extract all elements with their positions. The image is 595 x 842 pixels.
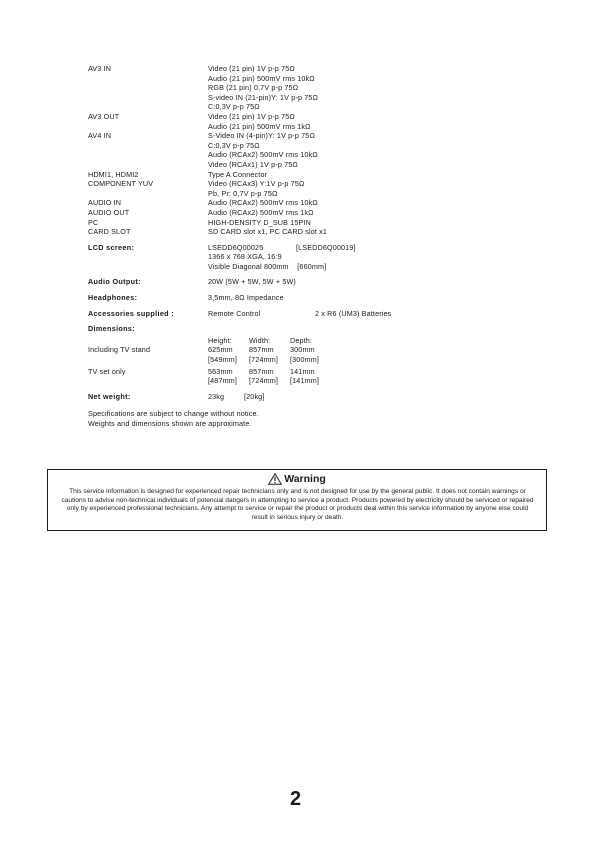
spec-note: Specifications are subject to change without notice. xyxy=(88,409,259,419)
spec-value: 3,5mm, 8Ω Impedance xyxy=(208,293,284,303)
spec-line: C:0,3V p-p 75Ω xyxy=(208,102,260,112)
spec-note: Weights and dimensions shown are approximate. xyxy=(88,419,252,428)
dim-value: 300mm xyxy=(290,345,315,355)
spec-line: RGB (21 pin) 0,7V p-p 75Ω xyxy=(208,83,299,93)
spec-row-component xyxy=(88,179,528,198)
spec-line: Video (21 pin) 1V p-p 75Ω xyxy=(208,64,295,73)
spec-value xyxy=(208,131,528,169)
spec-row-pc xyxy=(88,218,528,228)
spec-line: S-video IN (21-pin)Y: 1V p-p 75Ω xyxy=(208,92,319,102)
dim-value: 563mm xyxy=(208,366,233,376)
spec-row-av3-out xyxy=(88,112,528,131)
dim-value-alt: [549mm] xyxy=(208,355,238,365)
dim-header-width: Width: xyxy=(249,335,271,345)
spec-label: AUDIO OUT xyxy=(88,207,130,217)
dim-value-alt: [724mm] xyxy=(249,355,279,365)
spec-label: Headphones: xyxy=(88,293,138,303)
spec-row-audio-output xyxy=(88,277,528,287)
spec-label: AV3 IN xyxy=(88,64,112,73)
warning-text: This service information is designed for experienced repair technicians only and is not designed for use by the general public. It does not contain warnings or cautions to advise non-technical individuals of potencial dangers in attempting to service a product. Products powered by electricity should be serviced or repaired only by experienced professional technicians. Any attempt to service or repair the product or products deal within this service information by anyone else could result in serious injury or death. xyxy=(61,488,534,521)
spec-line: Pb, Pr: 0,7V p-p 75Ω xyxy=(208,188,278,198)
spec-label: Net weight: xyxy=(88,391,131,401)
lcd-diagonal: Visible Diagonal 800mm xyxy=(208,261,289,271)
dim-value-alt: [141mm] xyxy=(290,376,320,386)
dim-value: 141mm xyxy=(290,366,315,376)
lcd-model-a: LSEDD6Q00025 xyxy=(208,242,264,252)
dim-value-alt: [724mm] xyxy=(249,376,279,386)
dim-value-alt: [300mm] xyxy=(290,355,320,365)
warning-triangle-icon xyxy=(268,473,282,485)
dim-value: 857mm xyxy=(249,366,274,376)
dimensions-headers xyxy=(88,336,528,346)
lcd-resolution: 1366 x 768 XGA, 16:9 xyxy=(208,252,282,262)
dim-value: 625mm xyxy=(208,345,233,355)
dimensions-with-stand xyxy=(88,345,528,364)
lcd-model-b: [LSEDD6Q00019] xyxy=(296,242,356,252)
spec-row-headphones xyxy=(88,293,528,303)
warning-title-text: Warning xyxy=(284,473,326,485)
spec-value: Audio (RCAx2) 500mV rms 10kΩ xyxy=(208,198,318,208)
dim-value: 857mm xyxy=(249,345,274,355)
spec-row-av3-in xyxy=(88,64,528,112)
spec-row-audio-in xyxy=(88,198,528,208)
spec-notes xyxy=(88,409,528,428)
spec-label: AUDIO IN xyxy=(88,198,122,208)
spec-line: Video (RCAx3) Y:1V p-p 75Ω xyxy=(208,179,305,189)
spec-value: Type A Connector xyxy=(208,169,268,179)
spec-value xyxy=(208,64,528,112)
spec-label: Audio Output: xyxy=(88,277,141,287)
spec-label: AV4 IN xyxy=(88,131,112,141)
spec-row-card-slot xyxy=(88,227,528,237)
spec-label: COMPONENT YUV xyxy=(88,179,154,189)
spec-value xyxy=(208,112,528,131)
page-number: 2 xyxy=(290,788,302,810)
spec-row-net-weight xyxy=(88,392,528,402)
spec-label: Accessories supplied : xyxy=(88,308,174,318)
lcd-diagonal-alt: [660mm] xyxy=(297,261,327,271)
spec-label: Including TV stand xyxy=(88,345,151,355)
dim-value-alt: [487mm] xyxy=(208,376,238,386)
spec-row-dimensions xyxy=(88,324,528,334)
spec-value: 20W (5W + 5W, 5W + 5W) xyxy=(208,277,296,287)
spec-line: Audio (RCAx2) 500mV rms 10kΩ xyxy=(208,150,318,160)
spec-row-accessories xyxy=(88,309,528,319)
accessory-batteries: 2 x R6 (UM3) Batteries xyxy=(315,308,392,318)
net-weight-alt: [20kg] xyxy=(244,391,265,401)
spec-row-av4-in xyxy=(88,131,528,169)
spec-line: Audio (21 pin) 500mV rms 10kΩ xyxy=(208,73,315,83)
spec-row-audio-out xyxy=(88,208,528,218)
lcd-models xyxy=(208,243,528,253)
spec-row-hdmi xyxy=(88,170,528,180)
spec-line: Audio (21 pin) 500mV rms 1kΩ xyxy=(208,121,311,131)
dim-header-depth: Depth: xyxy=(290,335,313,345)
warning-box xyxy=(47,469,547,531)
spec-label: TV set only xyxy=(88,366,126,376)
dim-header-height: Height: xyxy=(208,335,232,345)
spec-value: HIGH-DENSITY D_SUB 15PIN xyxy=(208,217,311,227)
dimensions-set-only xyxy=(88,367,528,386)
spec-row-lcd xyxy=(88,243,528,272)
specifications-table xyxy=(88,64,528,429)
spec-line: Video (RCAx1) 1V p-p 75Ω xyxy=(208,159,298,169)
accessory-remote: Remote Control xyxy=(208,308,261,318)
spec-label: AV3 OUT xyxy=(88,111,120,121)
warning-title xyxy=(48,473,546,485)
spec-label: Dimensions: xyxy=(88,324,135,334)
spec-label: LCD screen: xyxy=(88,242,135,252)
spec-value: Audio (RCAx2) 500mV rms 1kΩ xyxy=(208,207,314,217)
spec-line: S-Video IN (4-pin)Y: 1V p-p 75Ω xyxy=(208,131,315,141)
net-weight-value: 23kg xyxy=(208,391,225,401)
spec-value xyxy=(208,243,528,272)
lcd-diagonal-line xyxy=(208,262,528,272)
spec-line: Video (21 pin) 1V p-p 75Ω xyxy=(208,111,295,121)
spec-value: SD CARD slot x1, PC CARD slot x1 xyxy=(208,227,328,237)
spec-label: PC xyxy=(88,217,99,227)
spec-line: C:0,3V p-p 75Ω xyxy=(208,140,260,150)
spec-label: HDMI1, HDMI2 xyxy=(88,169,139,179)
spec-value xyxy=(208,309,528,319)
spec-label: CARD SLOT xyxy=(88,227,131,237)
spec-value xyxy=(208,179,528,198)
